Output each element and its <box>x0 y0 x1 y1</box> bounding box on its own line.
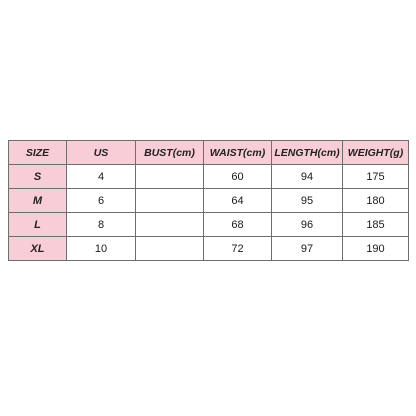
header-weight: WEIGHT(g) <box>343 141 409 165</box>
size-label: M <box>9 189 67 213</box>
header-bust: BUST(cm) <box>136 141 204 165</box>
header-us: US <box>67 141 136 165</box>
header-length: LENGTH(cm) <box>272 141 343 165</box>
bust-cell <box>136 189 204 213</box>
us-cell: 8 <box>67 213 136 237</box>
length-cell: 96 <box>272 213 343 237</box>
weight-cell: 175 <box>343 165 409 189</box>
header-waist: WAIST(cm) <box>204 141 272 165</box>
weight-cell: 180 <box>343 189 409 213</box>
header-size: SIZE <box>9 141 67 165</box>
length-cell: 95 <box>272 189 343 213</box>
weight-cell: 190 <box>343 237 409 261</box>
size-label: XL <box>9 237 67 261</box>
us-cell: 6 <box>67 189 136 213</box>
bust-cell <box>136 213 204 237</box>
waist-cell: 64 <box>204 189 272 213</box>
bust-cell <box>136 165 204 189</box>
table-row <box>9 237 409 261</box>
table-row <box>9 213 409 237</box>
weight-cell: 185 <box>343 213 409 237</box>
table-row <box>9 165 409 189</box>
table-row <box>9 189 409 213</box>
us-cell: 4 <box>67 165 136 189</box>
table-header-row <box>9 141 409 165</box>
size-chart-table <box>8 140 409 261</box>
bust-cell <box>136 237 204 261</box>
waist-cell: 72 <box>204 237 272 261</box>
us-cell: 10 <box>67 237 136 261</box>
size-label: L <box>9 213 67 237</box>
waist-cell: 60 <box>204 165 272 189</box>
waist-cell: 68 <box>204 213 272 237</box>
length-cell: 97 <box>272 237 343 261</box>
size-label: S <box>9 165 67 189</box>
length-cell: 94 <box>272 165 343 189</box>
